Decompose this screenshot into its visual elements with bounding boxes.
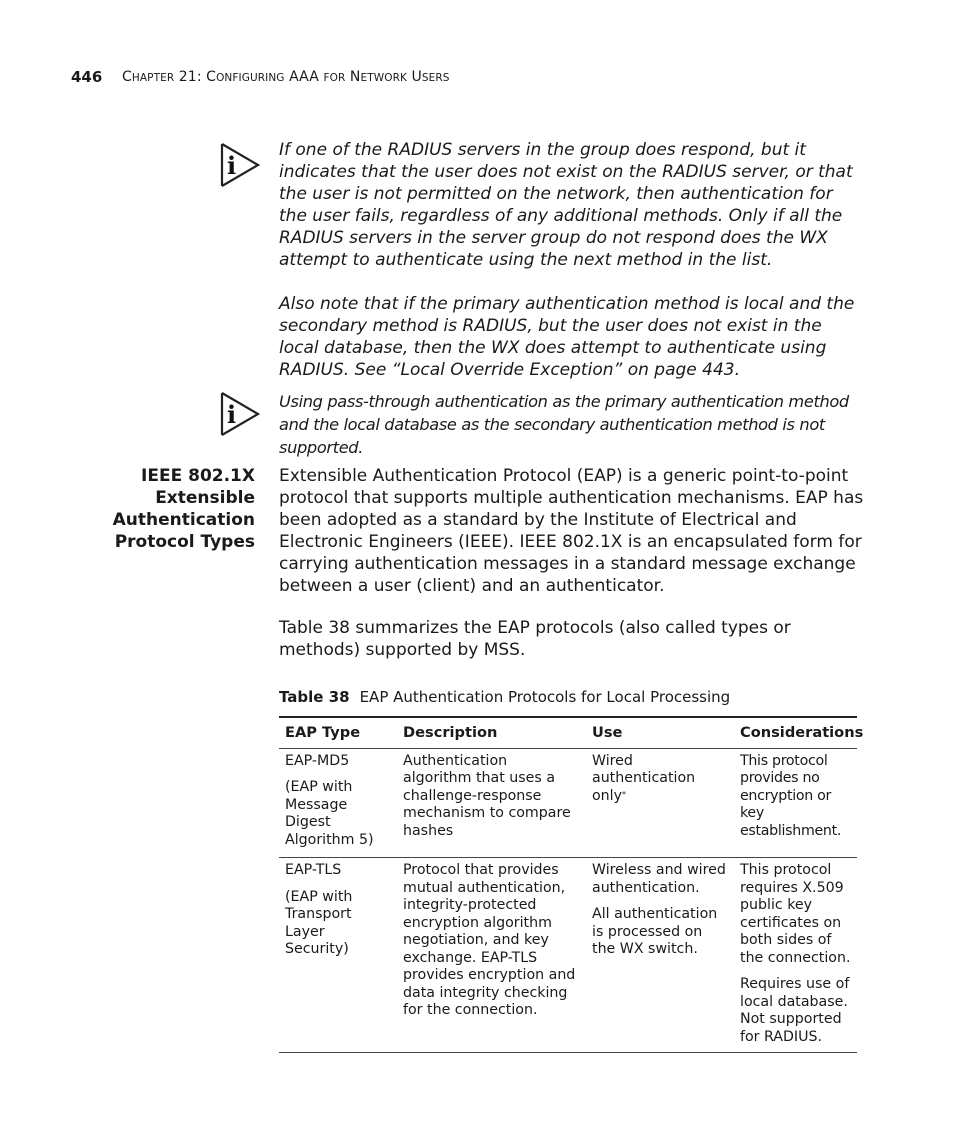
chapter-title: CHAPTER 21: CONFIGURING AAA FOR NETWORK USERS <box>122 69 450 85</box>
table-caption <box>279 688 730 706</box>
note-paragraph: Using pass-through authentication as the primary authentication method and the local database as the secondary authentication method is not supported. <box>279 392 849 457</box>
cell-text: This protocol requires X.509 public key certificates on both sides of the connection. <box>740 862 851 966</box>
column-header: EAP Type <box>279 717 397 748</box>
svg-text:i: i <box>227 400 237 429</box>
cell-text: Protocol that provides mutual authentication, integrity-protected encryption algorithm negotiation, and key exchange. EAP-TLS provides encryption and data integrity checking for the connection. <box>403 862 576 1018</box>
cell-text: This protocol provides no encryption or key establishment. <box>740 752 842 839</box>
cell-text: (EAP with Transport Layer Security) <box>285 888 353 957</box>
cell-description <box>397 858 586 1053</box>
svg-text:i: i <box>227 151 237 180</box>
table-header-row <box>279 717 857 748</box>
cell-considerations <box>734 858 857 1053</box>
table-row <box>279 748 857 858</box>
column-header: Considerations <box>734 717 857 748</box>
note-paragraph: Also note that if the primary authentication method is local and the secondary method is RADIUS, but the user does not exist in the local database, then the WX does attempt to authenticate using RADIUS. See “Local Override Exception” on page 443. <box>279 294 855 380</box>
table-caption-label: Table 38 <box>279 688 350 706</box>
cell-text: Authentication algorithm that uses a challenge-response mechanism to compare hashes <box>403 752 571 839</box>
column-header: Use <box>586 717 734 748</box>
section-body <box>279 465 864 661</box>
cell-eap-type <box>279 858 397 1053</box>
table-caption-text: EAP Authentication Protocols for Local Processing <box>359 688 731 706</box>
table-row <box>279 858 857 1053</box>
cell-text: All authentication is processed on the WX switch. <box>592 906 718 957</box>
cell-text-main: Wired authentication only <box>592 752 696 804</box>
heading-line: IEEE 802.1X <box>141 466 255 486</box>
info-note-icon <box>220 391 260 437</box>
cell-considerations <box>734 748 857 858</box>
body-paragraph: Extensible Authentication Protocol (EAP) is a generic point-to-point protocol that supports multiple authentication mechanisms. EAP has been adopted as a standard by the Institute of Electrical and Electronic Engineers (IEEE). IEEE 802.1X is an encapsulated form for carrying authentication messages in a standard message exchange between a user (client) and an authenticator. <box>279 466 864 596</box>
cell-text: Requires use of local database. Not supported for RADIUS. <box>740 976 850 1045</box>
cell-text: EAP-MD5 <box>285 752 350 769</box>
heading-line: Authentication <box>112 510 255 530</box>
cell-text: (EAP with Message Digest Algorithm 5) <box>285 779 374 848</box>
cell-description <box>397 748 586 858</box>
cell-use <box>586 748 734 858</box>
column-header: Description <box>397 717 586 748</box>
cell-use <box>586 858 734 1053</box>
heading-line: Protocol Types <box>114 532 255 552</box>
body-paragraph: Table 38 summarizes the EAP protocols (also called types or methods) supported by MSS. <box>279 618 791 660</box>
note-radius-behavior <box>279 139 864 381</box>
heading-line: Extensible <box>155 488 255 508</box>
footnote-marker: * <box>622 789 627 799</box>
cell-text: Wireless and wired authentication. <box>592 862 726 896</box>
info-note-icon <box>220 142 260 188</box>
cell-text: EAP-TLS <box>285 862 342 878</box>
cell-text <box>592 753 728 806</box>
cell-eap-type <box>279 748 397 858</box>
section-heading <box>100 465 255 553</box>
note-paragraph: If one of the RADIUS servers in the group does respond, but it indicates that the user does not exist on the RADIUS server, or that the user is not permitted on the network, then authentication for the user fails, regardless of any additional methods. Only if all the RADIUS servers in the server group do not respond does the WX attempt to authenticate using the next method in the list. <box>279 140 853 270</box>
page-number: 446 <box>71 68 103 86</box>
eap-protocols-table <box>279 716 864 1053</box>
note-pass-through <box>279 390 864 459</box>
